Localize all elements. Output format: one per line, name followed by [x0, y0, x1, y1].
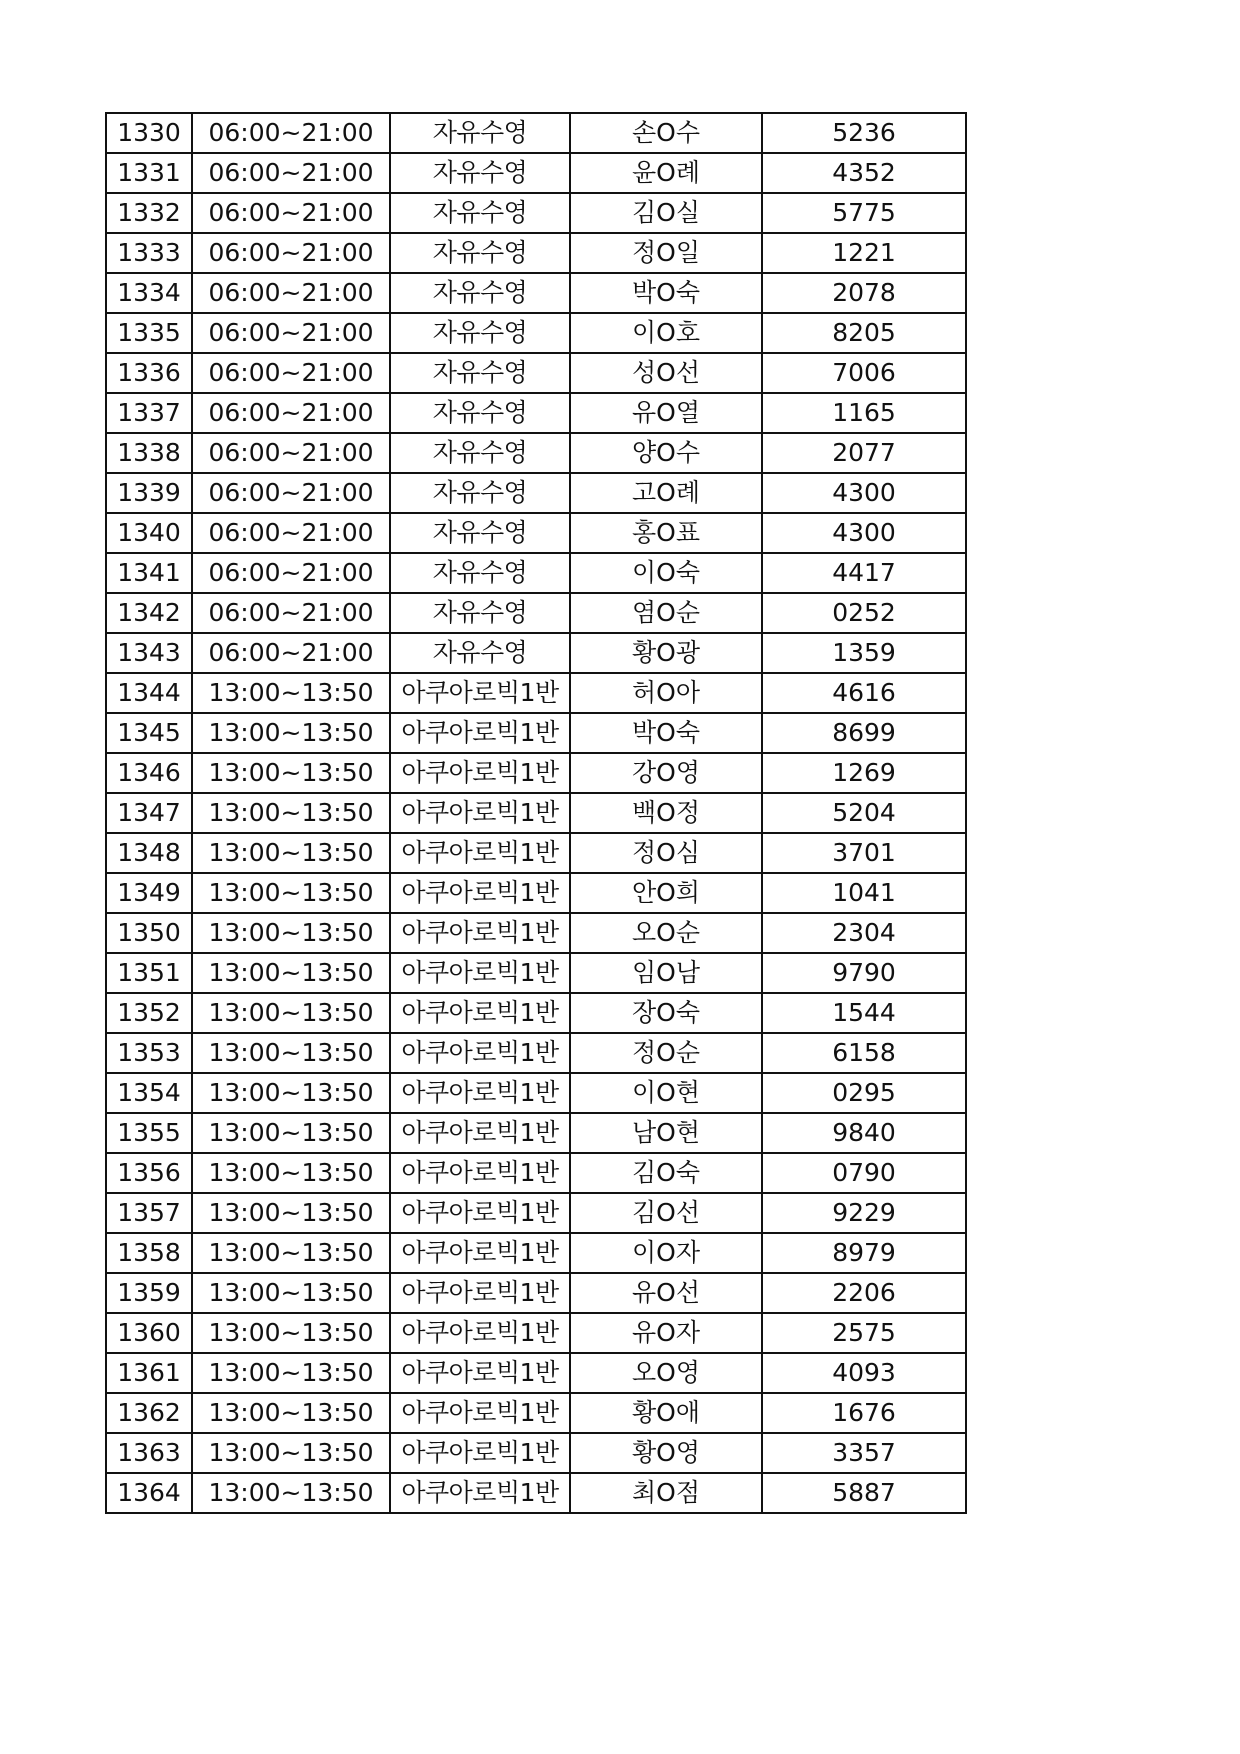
table-row [106, 793, 966, 833]
cell-number: 1353 [106, 1033, 192, 1073]
cell-number: 1334 [106, 273, 192, 313]
cell-time: 06:00~21:00 [192, 113, 390, 153]
cell-program: 자유수영 [390, 193, 570, 233]
cell-name: 임O남 [570, 953, 762, 993]
cell-number: 1355 [106, 1113, 192, 1153]
table-row [106, 433, 966, 473]
cell-name: 최O점 [570, 1473, 762, 1513]
cell-number: 1363 [106, 1433, 192, 1473]
cell-code: 1165 [762, 393, 966, 433]
cell-code: 4300 [762, 473, 966, 513]
registration-table-body [106, 113, 966, 1513]
cell-time: 06:00~21:00 [192, 513, 390, 553]
cell-code: 8205 [762, 313, 966, 353]
cell-time: 13:00~13:50 [192, 1433, 390, 1473]
cell-time: 06:00~21:00 [192, 473, 390, 513]
cell-code: 1544 [762, 993, 966, 1033]
cell-number: 1352 [106, 993, 192, 1033]
table-row [106, 913, 966, 953]
table-row [106, 513, 966, 553]
table-row [106, 1193, 966, 1233]
cell-code: 5887 [762, 1473, 966, 1513]
cell-program: 자유수영 [390, 113, 570, 153]
cell-time: 13:00~13:50 [192, 1113, 390, 1153]
cell-code: 6158 [762, 1033, 966, 1073]
cell-program: 아쿠아로빅1반 [390, 713, 570, 753]
cell-code: 4300 [762, 513, 966, 553]
cell-program: 아쿠아로빅1반 [390, 1233, 570, 1273]
cell-time: 13:00~13:50 [192, 1313, 390, 1353]
cell-code: 4093 [762, 1353, 966, 1393]
cell-number: 1342 [106, 593, 192, 633]
table-row [106, 153, 966, 193]
cell-code: 9790 [762, 953, 966, 993]
cell-program: 아쿠아로빅1반 [390, 753, 570, 793]
cell-program: 아쿠아로빅1반 [390, 873, 570, 913]
cell-name: 정O심 [570, 833, 762, 873]
cell-time: 13:00~13:50 [192, 793, 390, 833]
cell-code: 8979 [762, 1233, 966, 1273]
cell-code: 1041 [762, 873, 966, 913]
cell-program: 자유수영 [390, 273, 570, 313]
cell-code: 7006 [762, 353, 966, 393]
cell-name: 백O정 [570, 793, 762, 833]
cell-number: 1358 [106, 1233, 192, 1273]
cell-number: 1361 [106, 1353, 192, 1393]
cell-name: 김O실 [570, 193, 762, 233]
cell-time: 13:00~13:50 [192, 1393, 390, 1433]
cell-program: 자유수영 [390, 513, 570, 553]
cell-name: 이O호 [570, 313, 762, 353]
cell-time: 13:00~13:50 [192, 833, 390, 873]
cell-name: 양O수 [570, 433, 762, 473]
cell-name: 황O광 [570, 633, 762, 673]
cell-time: 06:00~21:00 [192, 633, 390, 673]
table-row [106, 713, 966, 753]
cell-number: 1347 [106, 793, 192, 833]
cell-program: 아쿠아로빅1반 [390, 1193, 570, 1233]
cell-program: 아쿠아로빅1반 [390, 1473, 570, 1513]
table-row [106, 1433, 966, 1473]
cell-time: 13:00~13:50 [192, 1033, 390, 1073]
table-row [106, 753, 966, 793]
cell-program: 아쿠아로빅1반 [390, 913, 570, 953]
cell-time: 13:00~13:50 [192, 673, 390, 713]
cell-code: 8699 [762, 713, 966, 753]
cell-name: 유O선 [570, 1273, 762, 1313]
cell-name: 이O숙 [570, 553, 762, 593]
table-row [106, 673, 966, 713]
cell-time: 06:00~21:00 [192, 553, 390, 593]
cell-number: 1350 [106, 913, 192, 953]
cell-time: 13:00~13:50 [192, 713, 390, 753]
cell-program: 아쿠아로빅1반 [390, 673, 570, 713]
cell-program: 아쿠아로빅1반 [390, 1073, 570, 1113]
cell-program: 자유수영 [390, 233, 570, 273]
cell-time: 06:00~21:00 [192, 433, 390, 473]
cell-code: 1676 [762, 1393, 966, 1433]
cell-code: 3701 [762, 833, 966, 873]
cell-name: 고O례 [570, 473, 762, 513]
cell-number: 1348 [106, 833, 192, 873]
table-row [106, 1153, 966, 1193]
cell-name: 이O자 [570, 1233, 762, 1273]
cell-time: 13:00~13:50 [192, 1153, 390, 1193]
cell-name: 박O숙 [570, 713, 762, 753]
cell-name: 오O영 [570, 1353, 762, 1393]
cell-name: 이O현 [570, 1073, 762, 1113]
table-row [106, 473, 966, 513]
cell-code: 0790 [762, 1153, 966, 1193]
cell-code: 0252 [762, 593, 966, 633]
cell-time: 13:00~13:50 [192, 753, 390, 793]
cell-name: 장O숙 [570, 993, 762, 1033]
table-row [106, 1273, 966, 1313]
cell-program: 자유수영 [390, 633, 570, 673]
cell-time: 13:00~13:50 [192, 1073, 390, 1113]
cell-name: 김O선 [570, 1193, 762, 1233]
cell-program: 아쿠아로빅1반 [390, 1433, 570, 1473]
cell-program: 아쿠아로빅1반 [390, 1153, 570, 1193]
cell-number: 1344 [106, 673, 192, 713]
cell-name: 오O순 [570, 913, 762, 953]
cell-number: 1331 [106, 153, 192, 193]
cell-program: 아쿠아로빅1반 [390, 953, 570, 993]
table-row [106, 993, 966, 1033]
registration-table [105, 112, 967, 1514]
cell-program: 아쿠아로빅1반 [390, 1273, 570, 1313]
cell-code: 1221 [762, 233, 966, 273]
cell-program: 자유수영 [390, 593, 570, 633]
cell-code: 4352 [762, 153, 966, 193]
cell-time: 06:00~21:00 [192, 153, 390, 193]
cell-program: 자유수영 [390, 393, 570, 433]
cell-name: 홍O표 [570, 513, 762, 553]
cell-program: 아쿠아로빅1반 [390, 1033, 570, 1073]
cell-name: 윤O례 [570, 153, 762, 193]
cell-code: 2077 [762, 433, 966, 473]
cell-number: 1330 [106, 113, 192, 153]
table-row [106, 953, 966, 993]
cell-program: 아쿠아로빅1반 [390, 833, 570, 873]
table-row [106, 1073, 966, 1113]
cell-program: 자유수영 [390, 153, 570, 193]
table-row [106, 1233, 966, 1273]
cell-code: 2206 [762, 1273, 966, 1313]
cell-name: 황O애 [570, 1393, 762, 1433]
table-row [106, 1393, 966, 1433]
table-row [106, 1113, 966, 1153]
cell-name: 유O열 [570, 393, 762, 433]
table-row [106, 873, 966, 913]
cell-program: 아쿠아로빅1반 [390, 1393, 570, 1433]
table-row [106, 553, 966, 593]
cell-code: 1359 [762, 633, 966, 673]
cell-number: 1357 [106, 1193, 192, 1233]
cell-time: 06:00~21:00 [192, 353, 390, 393]
cell-name: 정O일 [570, 233, 762, 273]
cell-number: 1337 [106, 393, 192, 433]
table-row [106, 113, 966, 153]
cell-code: 5204 [762, 793, 966, 833]
table-row [106, 393, 966, 433]
cell-program: 자유수영 [390, 313, 570, 353]
table-row [106, 633, 966, 673]
cell-name: 유O자 [570, 1313, 762, 1353]
table-row [106, 1313, 966, 1353]
cell-time: 13:00~13:50 [192, 1473, 390, 1513]
table-row [106, 313, 966, 353]
cell-code: 2078 [762, 273, 966, 313]
table-row [106, 1033, 966, 1073]
cell-number: 1362 [106, 1393, 192, 1433]
cell-number: 1343 [106, 633, 192, 673]
cell-program: 자유수영 [390, 353, 570, 393]
cell-number: 1359 [106, 1273, 192, 1313]
cell-code: 9840 [762, 1113, 966, 1153]
cell-number: 1335 [106, 313, 192, 353]
cell-code: 2575 [762, 1313, 966, 1353]
cell-time: 06:00~21:00 [192, 233, 390, 273]
cell-name: 김O숙 [570, 1153, 762, 1193]
cell-time: 06:00~21:00 [192, 193, 390, 233]
cell-number: 1332 [106, 193, 192, 233]
table-row [106, 233, 966, 273]
cell-number: 1338 [106, 433, 192, 473]
cell-code: 5775 [762, 193, 966, 233]
table-row [106, 1473, 966, 1513]
table-row [106, 353, 966, 393]
cell-name: 손O수 [570, 113, 762, 153]
cell-name: 남O현 [570, 1113, 762, 1153]
cell-program: 아쿠아로빅1반 [390, 1313, 570, 1353]
cell-code: 3357 [762, 1433, 966, 1473]
cell-number: 1346 [106, 753, 192, 793]
cell-time: 13:00~13:50 [192, 1353, 390, 1393]
cell-number: 1333 [106, 233, 192, 273]
cell-number: 1364 [106, 1473, 192, 1513]
cell-time: 13:00~13:50 [192, 953, 390, 993]
table-row [106, 273, 966, 313]
cell-name: 황O영 [570, 1433, 762, 1473]
cell-time: 13:00~13:50 [192, 873, 390, 913]
cell-name: 안O희 [570, 873, 762, 913]
cell-code: 4417 [762, 553, 966, 593]
cell-name: 성O선 [570, 353, 762, 393]
cell-number: 1336 [106, 353, 192, 393]
cell-program: 자유수영 [390, 553, 570, 593]
table-row [106, 1353, 966, 1393]
table-row [106, 593, 966, 633]
cell-number: 1340 [106, 513, 192, 553]
cell-code: 5236 [762, 113, 966, 153]
cell-program: 자유수영 [390, 473, 570, 513]
table-row [106, 193, 966, 233]
cell-code: 4616 [762, 673, 966, 713]
cell-name: 박O숙 [570, 273, 762, 313]
cell-code: 0295 [762, 1073, 966, 1113]
cell-program: 자유수영 [390, 433, 570, 473]
cell-number: 1354 [106, 1073, 192, 1113]
cell-time: 06:00~21:00 [192, 593, 390, 633]
cell-time: 06:00~21:00 [192, 313, 390, 353]
cell-time: 13:00~13:50 [192, 1233, 390, 1273]
cell-program: 아쿠아로빅1반 [390, 993, 570, 1033]
cell-name: 강O영 [570, 753, 762, 793]
cell-program: 아쿠아로빅1반 [390, 1113, 570, 1153]
table-row [106, 833, 966, 873]
cell-time: 06:00~21:00 [192, 273, 390, 313]
cell-number: 1341 [106, 553, 192, 593]
cell-time: 13:00~13:50 [192, 993, 390, 1033]
cell-number: 1345 [106, 713, 192, 753]
cell-time: 06:00~21:00 [192, 393, 390, 433]
cell-number: 1351 [106, 953, 192, 993]
cell-program: 아쿠아로빅1반 [390, 793, 570, 833]
cell-number: 1349 [106, 873, 192, 913]
cell-name: 염O순 [570, 593, 762, 633]
cell-time: 13:00~13:50 [192, 913, 390, 953]
cell-number: 1360 [106, 1313, 192, 1353]
cell-name: 허O아 [570, 673, 762, 713]
cell-number: 1339 [106, 473, 192, 513]
cell-code: 1269 [762, 753, 966, 793]
cell-code: 2304 [762, 913, 966, 953]
cell-code: 9229 [762, 1193, 966, 1233]
cell-time: 13:00~13:50 [192, 1193, 390, 1233]
cell-time: 13:00~13:50 [192, 1273, 390, 1313]
cell-program: 아쿠아로빅1반 [390, 1353, 570, 1393]
cell-name: 정O순 [570, 1033, 762, 1073]
cell-number: 1356 [106, 1153, 192, 1193]
